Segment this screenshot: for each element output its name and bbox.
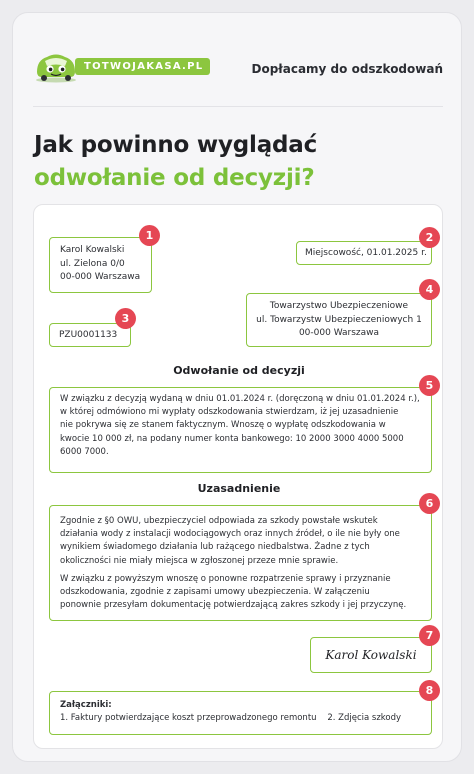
intro-box [49, 387, 432, 473]
place-date-text: Miejscowość, 01.01.2025 r. [305, 248, 427, 258]
justification-line: działania wody z instalacji wodociągowych oraz innych źródeł, o ile nie były one [60, 529, 400, 540]
badge-6: 6 [419, 493, 440, 514]
justification-line: odszkodowania, zgodnie z zapisami umowy ubezpieczenia. W załączeniu [60, 586, 370, 597]
intro-line: 6000 7000. [60, 446, 109, 457]
justification-title: Uzasadnienie [197, 482, 281, 495]
logo[interactable] [33, 49, 210, 83]
badge-3: 3 [115, 308, 136, 329]
section-title: Odwołanie od decyzji [173, 364, 305, 377]
badge-2: 2 [419, 227, 440, 248]
page-title-line2: odwołanie od decyzji? [34, 165, 315, 191]
recipient-street: ul. Towarzystw Ubezpieczeniowych 1 [256, 314, 422, 325]
intro-line: kwocie 10 000 zł, na podany numer konta bankowego: 10 2000 3000 4000 5000 [60, 433, 404, 444]
logo-text: TOTWOJAKASA.PL [75, 58, 210, 75]
sender-name: Karol Kowalski [60, 245, 125, 255]
header [33, 33, 443, 103]
badge-5: 5 [419, 375, 440, 396]
attachments-label: Załączniki: [60, 700, 112, 710]
badge-8: 8 [419, 680, 440, 701]
badge-7: 7 [419, 625, 440, 646]
justification-line: ponownie przesyłam dokumentację potwierdzającą zakres szkody i jej przyczynę. [60, 600, 407, 611]
justification-line: Zgodnie z §0 OWU, ubezpieczyciel odpowiada za szkody powstałe wskutek [60, 516, 378, 526]
place-date-box [296, 241, 432, 265]
signature-box [310, 637, 432, 673]
sender-box [49, 237, 152, 293]
car-mascot-icon [33, 49, 79, 83]
intro-line: w której odmówiono mi wypłaty odszkodowania stwierdzam, iż jej uzasadnienie [60, 407, 399, 418]
signature: Karol Kowalski [325, 648, 417, 662]
attachments-items: 1. Faktury potwierdzające koszt przeprowadzonego remontu 2. Zdjęcia szkody [60, 712, 402, 723]
justification-line: wynikiem świadomego działania lub rażącego niedbalstwa. Żadne z tych [60, 542, 370, 553]
badge-4: 4 [419, 279, 440, 300]
tagline: Dopłacamy do odszkodowań [251, 62, 443, 76]
attachments-box [49, 691, 432, 735]
justification-box [49, 505, 432, 621]
recipient-city: 00-000 Warszawa [298, 328, 380, 338]
sender-street: ul. Zielona 0/0 [60, 258, 125, 269]
justification-line: W związku z powyższym wnoszę o ponowne rozpatrzenie sprawy i przyznanie [60, 573, 391, 584]
intro-line: W związku z decyzją wydaną w dniu 01.01.2024 r. (doręczoną w dniu 01.01.2024 r.), [60, 394, 420, 404]
recipient-box [246, 293, 432, 347]
letter-template [33, 204, 443, 749]
badge-1: 1 [139, 225, 160, 246]
page-card [12, 12, 462, 762]
intro-line: nie pokrywa się ze stanem faktycznym. Wnoszę o wypłatę odszkodowania w [60, 420, 386, 431]
sender-city: 00-000 Warszawa [60, 272, 141, 282]
header-divider [33, 106, 443, 107]
justification-line: okoliczności nie miały miejsca w zgłoszonej przeze mnie sprawie. [60, 555, 339, 566]
claim-number-text: PZU0001133 [59, 330, 118, 340]
recipient-name: Towarzystwo Ubezpieczeniowe [269, 301, 409, 311]
page-title-line1: Jak powinno wyglądać [34, 132, 318, 158]
